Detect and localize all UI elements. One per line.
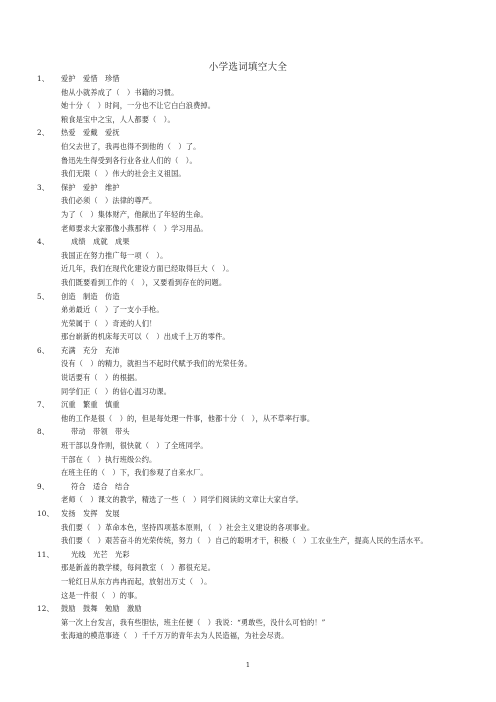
fill-blank-sentence: 班干部以身作则，很快就（ ）了全班同学。 xyxy=(61,441,208,451)
word-choices: 发扬 发挥 发展 xyxy=(61,509,120,518)
fill-blank-sentence: 这是一件很（ ）的事。 xyxy=(61,590,142,600)
fill-blank-sentence: 第一次上台发言，我有些胆怯，班主任便（ ）我说：“勇敢些，没什么可怕的！” xyxy=(61,617,326,627)
fill-blank-sentence: 干部在（ ）执行班级公约。 xyxy=(61,454,157,464)
fill-blank-sentence: 我们既要看到工作的（ ），又要看到存在的问题。 xyxy=(61,277,227,287)
fill-blank-sentence: 老师要求大家都像小燕那样（ ）学习用品。 xyxy=(61,223,208,233)
fill-blank-sentence: 粮食是宝中之宝，人人都要（ ）。 xyxy=(61,114,175,124)
fill-blank-sentence: 光荣属于（ ）奇迹的人们！ xyxy=(61,318,157,328)
section-heading xyxy=(37,181,461,195)
section-heading xyxy=(37,290,461,304)
section-heading xyxy=(37,235,461,249)
section-number: 7、 xyxy=(37,400,50,410)
section-heading xyxy=(37,507,461,521)
page-title: 小学选词填空大全 xyxy=(208,62,288,73)
section-number: 9、 xyxy=(37,481,50,491)
fill-blank-sentence: 他的工作是很（ ）的，但是每处理一件事，他都十分（ ），从不草率行事。 xyxy=(61,413,315,423)
fill-blank-sentence: 伯父去世了，我再也得不到他的（ ）了。 xyxy=(61,141,201,151)
fill-blank-sentence: 那台崭新的机床每天可以（ ）出成千上万的零件。 xyxy=(61,332,230,342)
document-body xyxy=(37,72,461,643)
section-heading xyxy=(37,425,461,439)
fill-blank-sentence: 老师（ ）课文的教学，精选了一些（ ）同学们阅读的文章让大家自学。 xyxy=(61,495,304,505)
section-number: 3、 xyxy=(37,182,50,192)
section-number: 11、 xyxy=(37,549,54,559)
fill-blank-sentence: 我们必须（ ）法律的尊严。 xyxy=(61,196,157,206)
section-number: 12、 xyxy=(37,604,54,614)
fill-blank-sentence: 说话要有（ ）的根据。 xyxy=(61,373,142,383)
section-number: 2、 xyxy=(37,128,50,138)
section-number: 6、 xyxy=(37,345,50,355)
fill-blank-sentence: 为了（ ）集体财产，他献出了年轻的生命。 xyxy=(61,209,208,219)
section-heading xyxy=(37,548,461,562)
fill-blank-sentence: 鲁迅先生得受到各行业各业人们的（ ）。 xyxy=(61,155,197,165)
section-heading xyxy=(37,398,461,412)
fill-blank-sentence: 在班主任的（ ）下，我们参观了自来水厂。 xyxy=(61,468,208,478)
fill-blank-sentence: 一轮红日从东方冉冉而起，放射出万丈（ ）。 xyxy=(61,576,212,586)
fill-blank-sentence: 张海迪的模范事迹（ ）千千万万的青年去为人民造福，为社会尽责。 xyxy=(61,631,289,641)
word-choices: 光线 光芒 光彩 xyxy=(71,549,130,559)
word-choices: 成绩 成就 成果 xyxy=(71,237,130,247)
fill-blank-sentence: 同学们正（ ）的信心温习功课。 xyxy=(61,386,172,396)
section-number: 4、 xyxy=(37,237,50,247)
section-number: 8、 xyxy=(37,427,50,437)
fill-blank-sentence: 弟弟最近（ ）了一支小手枪。 xyxy=(61,305,164,315)
fill-blank-sentence: 他从小就养成了（ ）书籍的习惯。 xyxy=(61,87,179,97)
section-heading xyxy=(37,344,461,358)
section-heading xyxy=(37,480,461,494)
section-heading xyxy=(37,126,461,140)
word-choices: 符合 适合 结合 xyxy=(71,481,130,491)
fill-blank-sentence: 近几年，我们在现代化建设方面已经取得巨大（ ）。 xyxy=(61,264,234,274)
fill-blank-sentence: 我们要（ ）革命本色，坚持四项基本原则，（ ）社会主义建设的各项事业。 xyxy=(61,522,315,532)
section-number: 1、 xyxy=(37,74,50,83)
word-choices: 充满 充分 充沛 xyxy=(61,345,120,355)
fill-blank-sentence: 我国正在努力推广每一项（ ）。 xyxy=(61,250,168,260)
section-number: 10、 xyxy=(37,509,54,518)
word-choices: 创造 制造 仿造 xyxy=(61,291,120,301)
section-heading xyxy=(37,72,461,86)
fill-blank-sentence: 我们要（ ）艰苦奋斗的光荣传统，努力（ ）自己的聪明才干，积极（ ）工农业生产，提高人民的生活水平。 xyxy=(61,536,428,546)
fill-blank-sentence: 没有（ ）的精力，就担当不起时代赋予我们的光荣任务。 xyxy=(61,359,252,369)
word-choices: 热爱 爱戴 爱抚 xyxy=(61,128,120,138)
word-choices: 沉重 繁重 慎重 xyxy=(61,400,120,410)
fill-blank-sentence: 那是新盖的教学楼，每间教室（ ）都很充足。 xyxy=(61,563,216,573)
fill-blank-sentence: 她十分（ ）时间，一分也不让它白白浪费掉。 xyxy=(61,101,216,111)
word-choices: 带动 带领 带头 xyxy=(71,427,130,437)
section-heading xyxy=(37,602,461,616)
section-number: 5、 xyxy=(37,291,50,301)
word-choices: 保护 爱护 维护 xyxy=(61,182,120,192)
word-choices: 鼓励 鼓舞 勉励 激励 xyxy=(61,604,142,614)
word-choices: 爱护 爱惜 珍惜 xyxy=(61,74,120,83)
page-number: 1 xyxy=(245,661,251,669)
fill-blank-sentence: 我们无限（ ）伟大的社会主义祖国。 xyxy=(61,169,186,179)
